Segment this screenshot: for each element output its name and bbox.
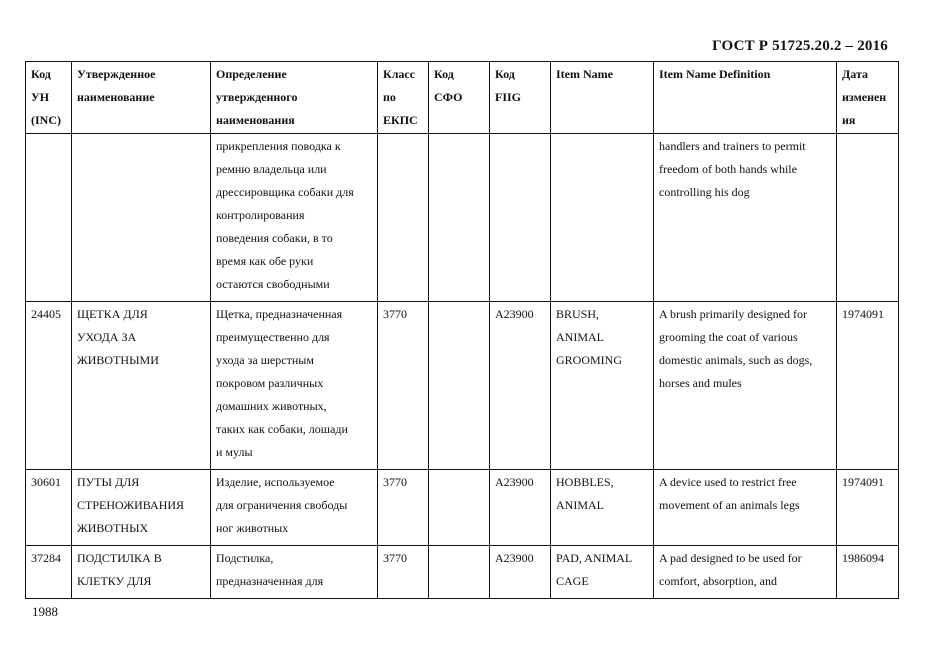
table-header-row <box>26 62 899 134</box>
cell-approved-name: ПОДСТИЛКА В КЛЕТКУ ДЛЯ <box>72 546 211 599</box>
cell-fiig: A23900 <box>490 546 551 599</box>
cell-approved-name <box>72 134 211 302</box>
cell-inc <box>26 134 72 302</box>
col-header-definition: Определение утвержденного наименования <box>211 62 378 134</box>
cell-fiig: A23900 <box>490 470 551 546</box>
table-row <box>26 134 899 302</box>
col-header-class: Класс по ЕКПС <box>378 62 429 134</box>
cell-approved-name: ПУТЫ ДЛЯ СТРЕНОЖИВАНИЯ ЖИВОТНЫХ <box>72 470 211 546</box>
table-row <box>26 546 899 599</box>
cell-item-name <box>551 134 654 302</box>
col-header-date: Дата изменен ия <box>837 62 899 134</box>
cell-class: 3770 <box>378 546 429 599</box>
cell-sfo <box>429 134 490 302</box>
col-header-sfo: Код СФО <box>429 62 490 134</box>
cell-inc: 24405 <box>26 302 72 470</box>
cell-date: 1974091 <box>837 470 899 546</box>
cell-sfo <box>429 302 490 470</box>
cell-item-definition: handlers and trainers to permit freedom of both hands while controlling his dog <box>654 134 837 302</box>
cell-date: 1986094 <box>837 546 899 599</box>
table-row <box>26 302 899 470</box>
cell-item-name: HOBBLES, ANIMAL <box>551 470 654 546</box>
cell-inc: 30601 <box>26 470 72 546</box>
cell-fiig: A23900 <box>490 302 551 470</box>
cell-item-name: BRUSH, ANIMAL GROOMING <box>551 302 654 470</box>
cell-sfo <box>429 546 490 599</box>
cell-item-definition: A device used to restrict free movement of an animals legs <box>654 470 837 546</box>
cell-date <box>837 134 899 302</box>
cell-inc: 37284 <box>26 546 72 599</box>
col-header-fiig: Код FIIG <box>490 62 551 134</box>
cell-definition: Изделие, используемое для ограничения свободы ног животных <box>211 470 378 546</box>
col-header-approved-name: Утвержденное наименование <box>72 62 211 134</box>
cell-class: 3770 <box>378 470 429 546</box>
cell-class: 3770 <box>378 302 429 470</box>
cell-definition: Щетка, предназначенная преимущественно для ухода за шерстным покровом различных домашних животных, таких как собаки, лошади и мулы <box>211 302 378 470</box>
cell-item-name: PAD, ANIMAL CAGE <box>551 546 654 599</box>
inc-table <box>25 61 899 599</box>
cell-definition: прикрепления поводка к ремню владельца или дрессировщика собаки для контролирования поведения собаки, в то время как обе руки остаются свободными <box>211 134 378 302</box>
cell-approved-name: ЩЕТКА ДЛЯ УХОДА ЗА ЖИВОТНЫМИ <box>72 302 211 470</box>
cell-date: 1974091 <box>837 302 899 470</box>
table-row <box>26 470 899 546</box>
cell-sfo <box>429 470 490 546</box>
col-header-item-name: Item Name <box>551 62 654 134</box>
cell-item-definition: A pad designed to be used for comfort, absorption, and <box>654 546 837 599</box>
cell-item-definition: A brush primarily designed for grooming the coat of various domestic animals, such as dogs, horses and mules <box>654 302 837 470</box>
cell-definition: Подстилка, предназначенная для <box>211 546 378 599</box>
col-header-inc: Код УН (INC) <box>26 62 72 134</box>
page-number: 1988 <box>32 604 58 619</box>
cell-class <box>378 134 429 302</box>
col-header-item-definition: Item Name Definition <box>654 62 837 134</box>
document-standard-header: ГОСТ Р 51725.20.2 – 2016 <box>712 38 888 54</box>
cell-fiig <box>490 134 551 302</box>
